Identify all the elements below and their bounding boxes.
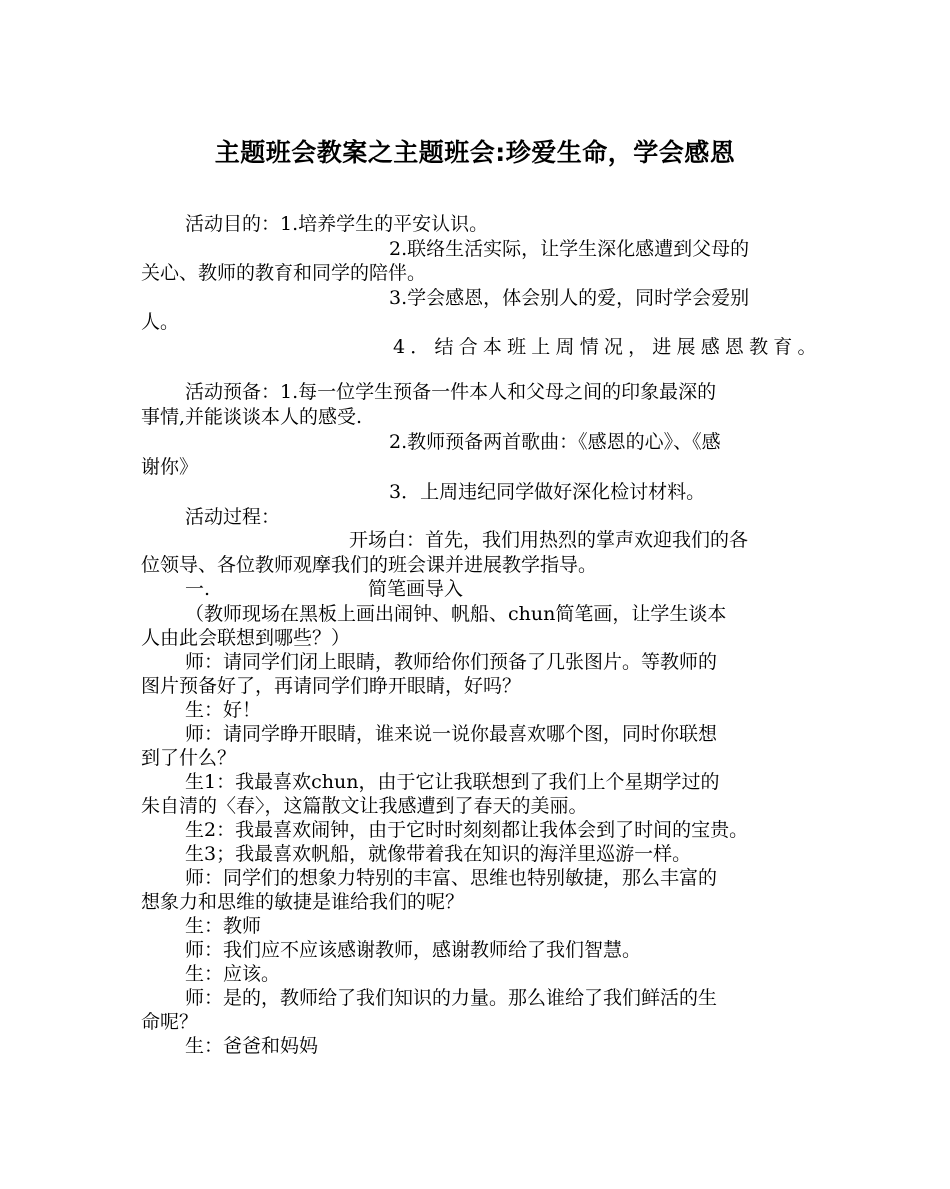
section-number: 一.: [185, 578, 211, 600]
text-line: 活动过程：: [185, 506, 281, 528]
text-line: 生2：我最喜欢闹钟，由于它时时刻刻都让我体会到了时间的宝贵。: [185, 819, 749, 841]
text-line: 师：我们应不应该感谢教师，感谢教师给了我们智慧。: [185, 939, 642, 961]
text-line: 关心、教师的教育和同学的陪伴。: [141, 262, 427, 284]
text-line: 2.联络生活实际，让学生深化感遭到父母的: [389, 238, 750, 260]
text-line: 3．上周违纪同学做好深化检讨材料。: [389, 481, 706, 503]
text-line: 生3；我最喜欢帆船，就像带着我在知识的海洋里巡游一样。: [185, 843, 692, 865]
text-line: 想象力和思维的敏捷是谁给我们的呢？: [141, 891, 465, 913]
text-line: 到了什么？: [141, 747, 237, 769]
text-line: 生：好！: [185, 699, 262, 721]
text-line: 人由此会联想到哪些？）: [141, 627, 351, 649]
text-line: 谢你》: [141, 456, 199, 478]
text-line: 4．结合本班上周情况，进展感恩教育。: [393, 336, 822, 358]
text-line: 活动目的：1.培养学生的平安认识。: [185, 213, 489, 235]
text-line: 生1：我最喜欢chun，由于它让我联想到了我们上个星期学过的: [185, 771, 720, 793]
document-title: 主题班会教案之主题班会:珍爱生命，学会感恩: [214, 138, 736, 167]
text-line: 事情,并能谈谈本人的感受.: [141, 406, 363, 428]
text-line: （教师现场在黑板上画出闹钟、帆船、chun简笔画，让学生谈本: [185, 603, 727, 625]
text-line: 师：请同学们闭上眼睛，教师给你们预备了几张图片。等教师的: [185, 651, 718, 673]
text-line: 2.教师预备两首歌曲：《感恩的心》、《感: [389, 431, 721, 453]
text-line: 生：应该。: [185, 963, 281, 985]
text-line: 活动预备：1.每一位学生预备一件本人和父母之间的印象最深的: [185, 381, 717, 403]
text-line: 生：教师: [185, 915, 262, 937]
text-line: 师：是的，教师给了我们知识的力量。那么谁给了我们鲜活的生: [185, 987, 718, 1009]
text-line: 朱自清的〈春〉，这篇散文让我感遭到了春天的美丽。: [141, 795, 588, 817]
text-line: 人。: [141, 311, 180, 333]
text-line: 位领导、各位教师观摩我们的班会课并进展教学指导。: [141, 554, 598, 576]
text-line: 3.学会感恩，体会别人的爱，同时学会爱别: [389, 287, 750, 309]
text-line: 师：同学们的想象力特别的丰富、思维也特别敏捷，那么丰富的: [185, 867, 718, 889]
text-line: 师：请同学睁开眼睛，谁来说一说你最喜欢哪个图，同时你联想: [185, 723, 718, 745]
section-heading: 简笔画导入: [368, 578, 464, 600]
text-line: 命呢？: [141, 1011, 199, 1033]
text-line: 生：爸爸和妈妈: [185, 1035, 319, 1057]
text-line: 开场白：首先，我们用热烈的掌声欢迎我们的各: [349, 529, 749, 551]
text-line: 图片预备好了，再请同学们睁开眼睛，好吗？: [141, 675, 522, 697]
